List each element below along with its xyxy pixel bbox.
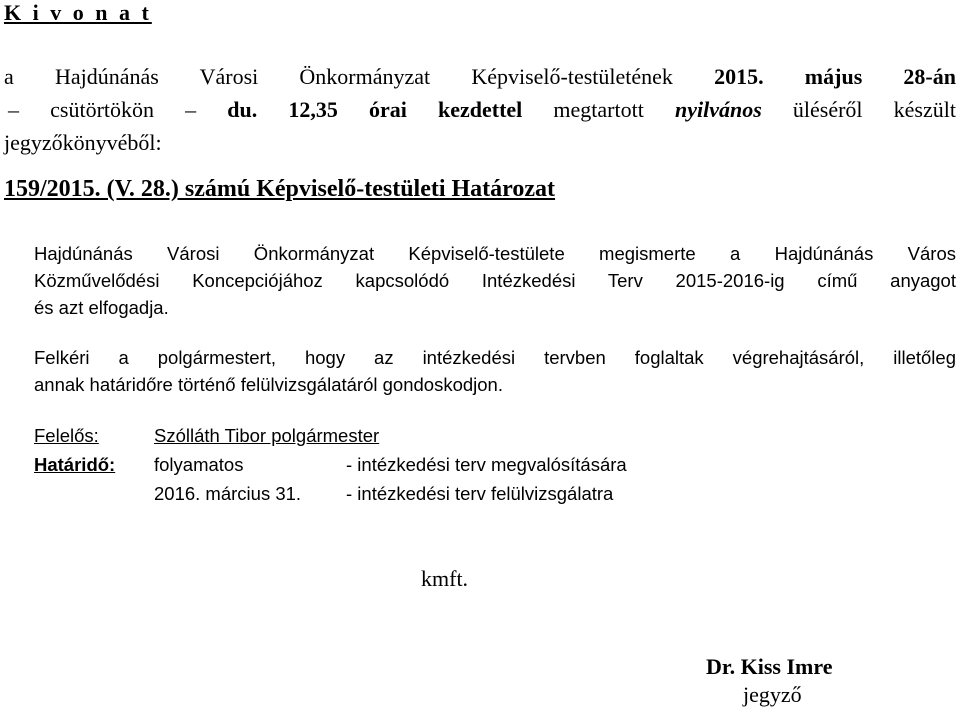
intro-text: üléséről készült (761, 97, 956, 122)
paragraph-line: és azt elfogadja. (34, 297, 169, 318)
intro-line-1 (4, 60, 956, 93)
meeting-day: – csütörtökön – (8, 97, 228, 122)
paragraph-line: Felkéri a polgármestert, hogy az intézkedési tervben foglaltak végrehajtásáról, illetőleg (34, 347, 956, 368)
resolution-paragraph-1 (34, 240, 956, 321)
deadline-label: Határidő: (34, 454, 116, 475)
resolution-paragraph-2 (34, 344, 956, 398)
meeting-type: nyilvános (674, 97, 762, 122)
signatory-role: jegyző (743, 682, 802, 707)
deadline-date: folyamatos (154, 454, 244, 475)
deadline-description: - intézkedési terv megvalósítására (346, 454, 627, 475)
responsible-label: Felelős: (34, 425, 99, 446)
intro-line-3 (4, 126, 956, 159)
intro-text: a Hajdúnánás Városi Önkormányzat Képviselő-testületének (4, 64, 673, 89)
meeting-time: du. 12,35 órai kezdettel (227, 97, 523, 122)
resolution-heading: 159/2015. (V. 28.) számú Képviselő-testületi Határozat (4, 176, 556, 202)
intro-text: jegyzőkönyvéből: (4, 130, 162, 155)
intro-text: megtartott (522, 97, 675, 122)
deadline-date: 2016. március 31. (154, 483, 302, 504)
paragraph-line: Hajdúnánás Városi Önkormányzat Képviselő-testülete megismerte a Hajdúnánás Város (34, 243, 956, 264)
meeting-date: 2015. május 28-án (714, 64, 956, 89)
document-title: K i v o n a t (4, 0, 152, 25)
closing-mark: kmft. (421, 566, 469, 591)
deadline-description: - intézkedési terv felülvizsgálatra (346, 483, 614, 504)
paragraph-line: Közművelődési Koncepciójához kapcsolódó Intézkedési Terv 2015-2016-ig című anyagot (34, 270, 956, 291)
signatory-name: Dr. Kiss Imre (706, 654, 833, 679)
intro-paragraph (4, 60, 956, 159)
responsible-value: Szólláth Tibor polgármester (154, 425, 380, 446)
intro-line-2 (4, 93, 956, 126)
paragraph-line: annak határidőre történő felülvizsgálatáról gondoskodjon. (34, 374, 503, 395)
